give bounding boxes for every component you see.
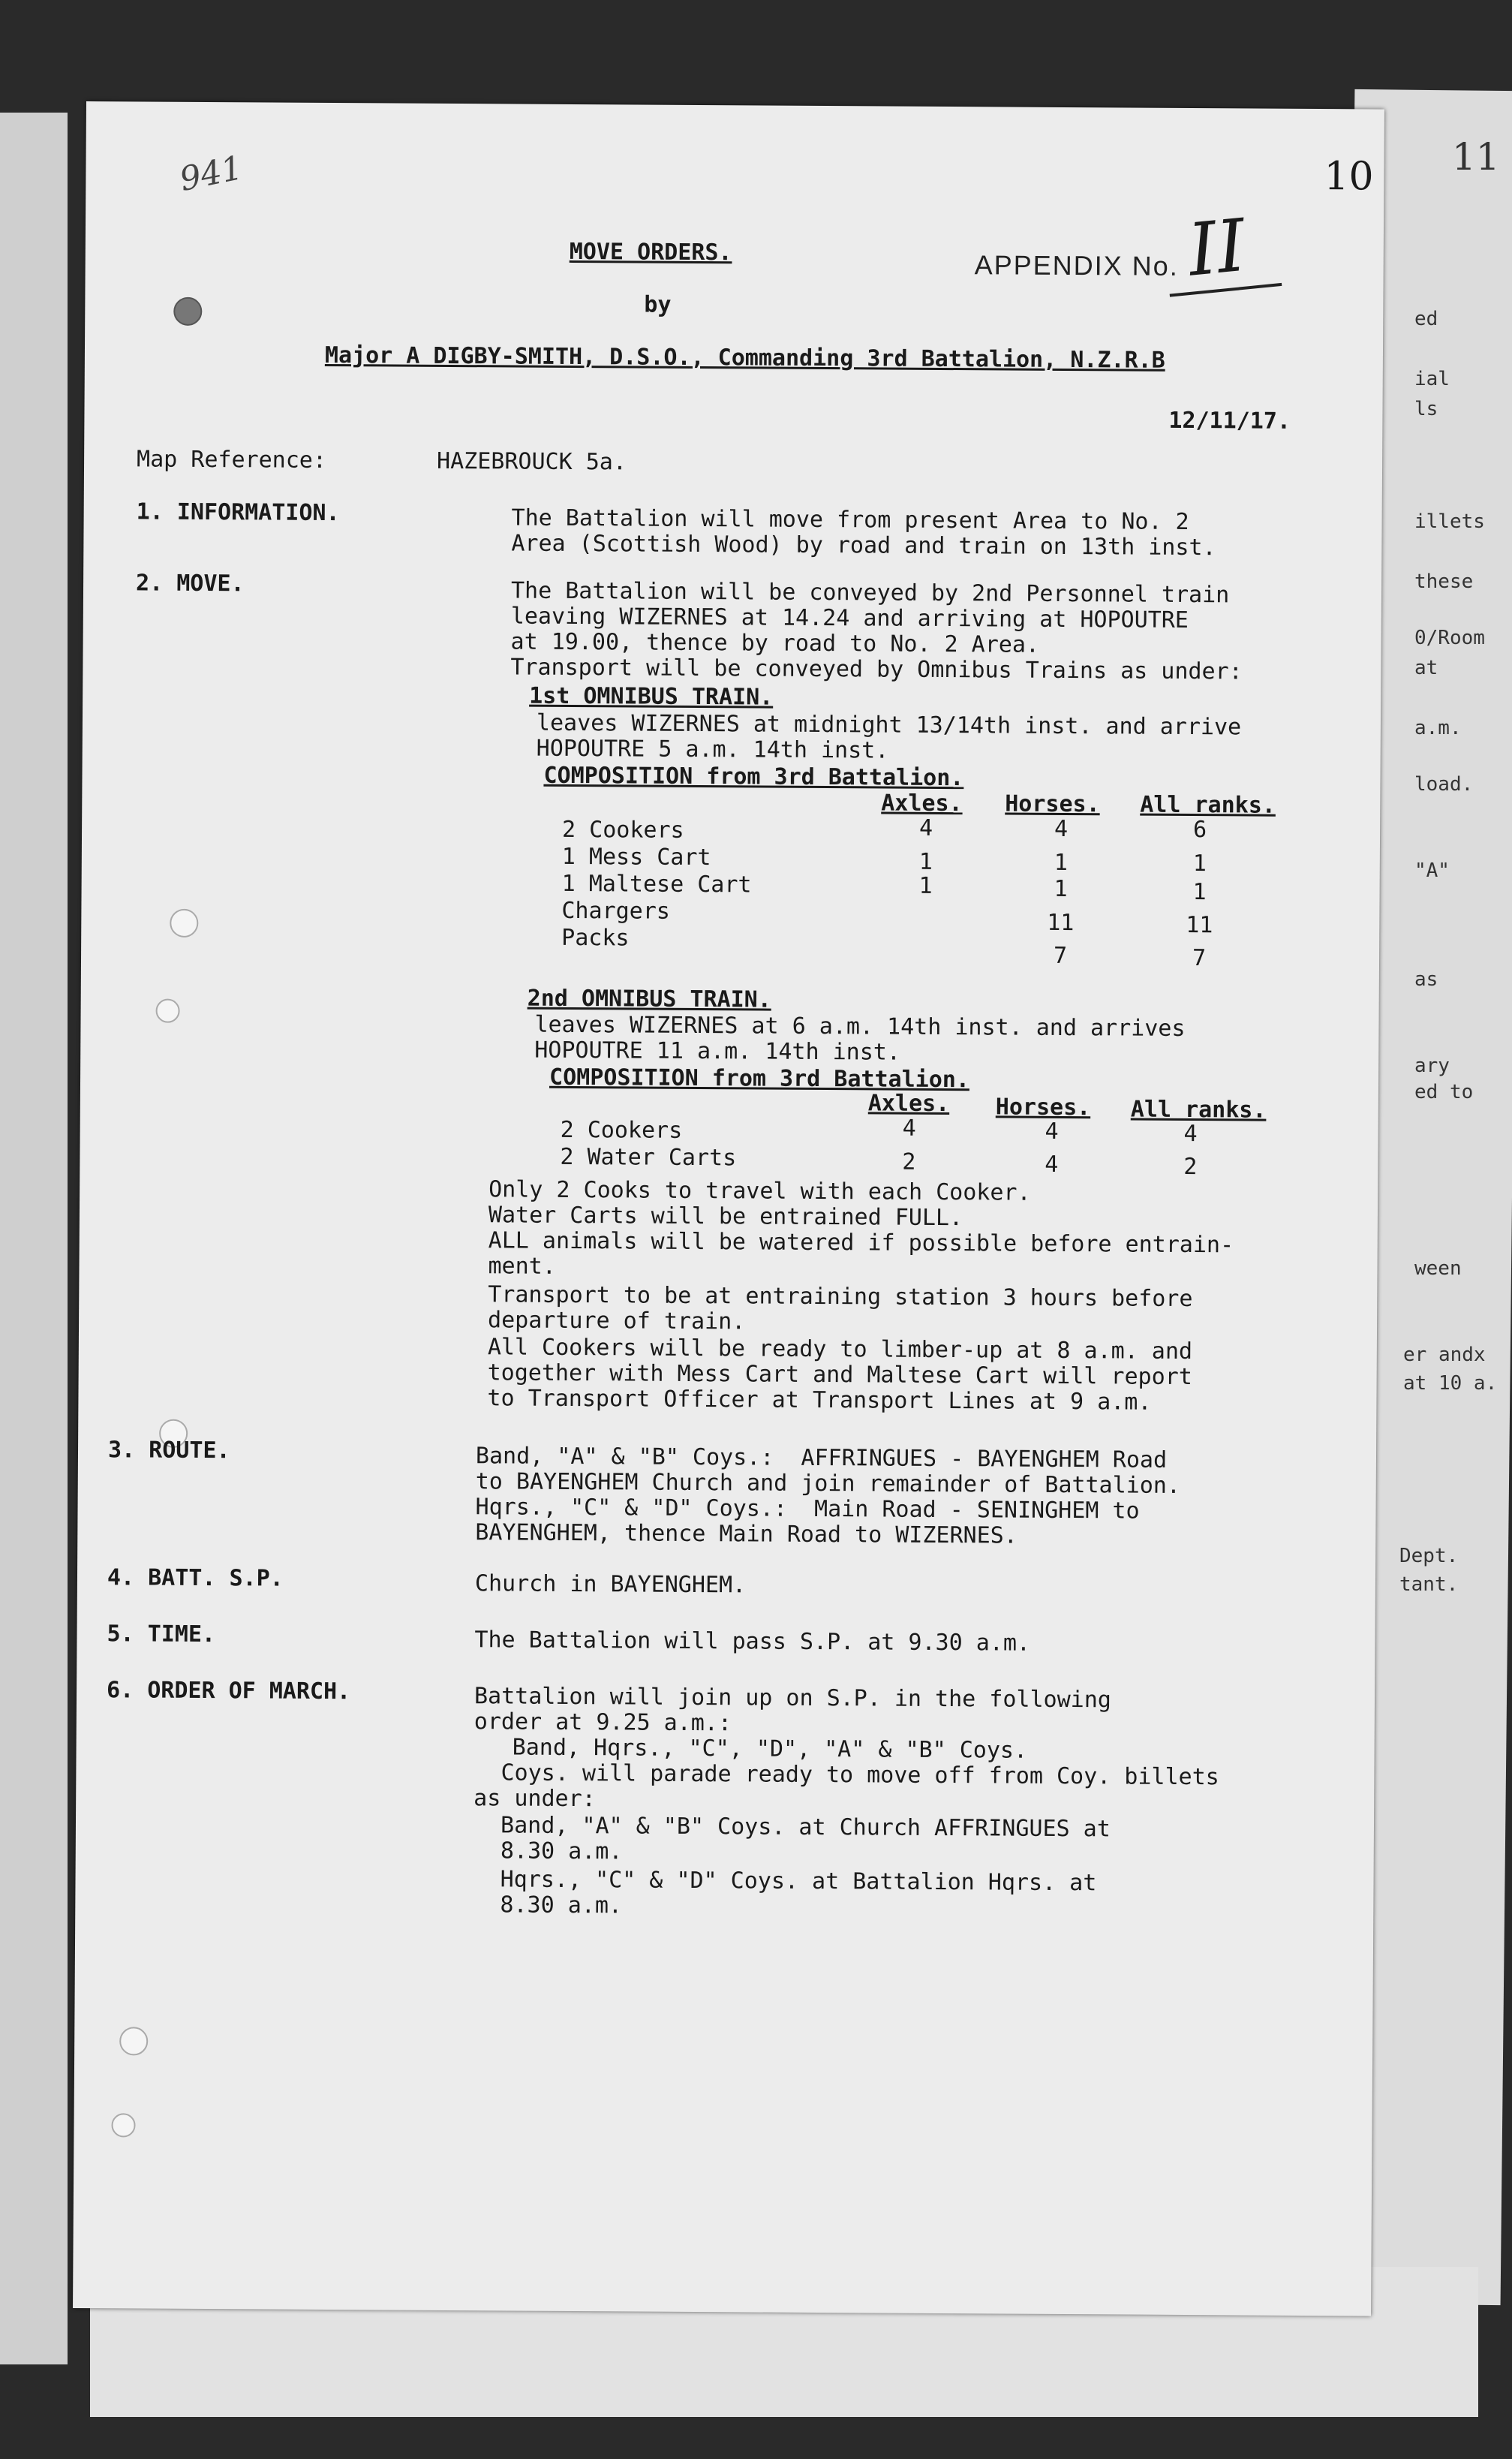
train1-row-ranks: 11 <box>1186 911 1213 939</box>
train1-row-horses: 1 <box>1054 875 1068 903</box>
move-note: ment. <box>488 1253 556 1280</box>
route-line: BAYENGHEM, thence Main Road to WIZERNES. <box>475 1519 1018 1549</box>
train1-row-horses: 4 <box>1054 815 1069 843</box>
move-note: Transport to be at entraining station 3 hours before <box>488 1281 1193 1313</box>
margin-fragment: tant. <box>1399 1573 1459 1596</box>
train2-heading: 2nd OMNIBUS TRAIN. <box>527 985 771 1013</box>
move-note: together with Mess Cart and Maltese Cart will report <box>487 1359 1192 1391</box>
move-note: departure of train. <box>487 1307 746 1335</box>
appendix-label: APPENDIX No. <box>974 249 1179 281</box>
archive-number: 941 <box>176 149 246 199</box>
margin-fragment: these <box>1414 570 1474 593</box>
section-label-route: 3. ROUTE. <box>107 1437 230 1464</box>
margin-fragment: ed <box>1414 308 1438 330</box>
train2-line: HOPOUTRE 11 a.m. 14th inst. <box>534 1037 901 1066</box>
order-line: Band, "A" & "B" Coys. at Church AFFRINGUES at <box>473 1812 1111 1843</box>
section-label-information: 1. INFORMATION. <box>136 498 340 527</box>
order-line: Hqrs., "C" & "D" Coys. at Battalion Hqrs. at <box>473 1866 1097 1897</box>
document-date: 12/11/17. <box>1168 407 1291 435</box>
move-note: ALL animals will be watered if possible before entrain- <box>488 1227 1234 1259</box>
train1-heading: 1st OMNIBUS TRAIN. <box>529 682 774 711</box>
time-line: The Battalion will pass S.P. at 9.30 a.m. <box>474 1627 1031 1657</box>
section-label-time: 5. TIME. <box>107 1621 216 1648</box>
train2-row-axles: 2 <box>902 1148 916 1175</box>
punch-hole <box>119 2027 148 2055</box>
train1-row-item: Chargers <box>561 897 671 925</box>
train2-row-ranks: 2 <box>1183 1153 1198 1181</box>
train2-header-horses: Horses. <box>995 1094 1091 1121</box>
train2-row-axles: 4 <box>902 1115 916 1142</box>
train2-row-ranks: 4 <box>1183 1120 1198 1148</box>
train1-row-axles: 1 <box>918 872 933 899</box>
train2-row-horses: 4 <box>1045 1118 1059 1145</box>
route-line: Hqrs., "C" & "D" Coys.: Main Road - SENINGHEM to <box>475 1494 1140 1524</box>
train1-composition: COMPOSITION from 3rd Battalion. <box>543 762 964 792</box>
margin-fragment: ls <box>1414 398 1438 420</box>
margin-fragment: ary <box>1414 1055 1450 1077</box>
appendix-number: II <box>1184 203 1250 293</box>
train1-row-horses: 11 <box>1047 909 1075 937</box>
margin-fragment: "A" <box>1414 859 1450 882</box>
train1-row-ranks: 1 <box>1192 850 1207 877</box>
margin-fragment: 0/Room <box>1414 627 1485 649</box>
author-line: Major A DIGBY-SMITH, D.S.O., Commanding 3rd Battalion, N.Z.R.B <box>324 342 1165 374</box>
train1-row-axles: 4 <box>918 814 933 841</box>
batt-sp-line: Church in BAYENGHEM. <box>474 1570 747 1599</box>
train2-header-axles: Axles. <box>867 1090 950 1118</box>
train2-row-item: 2 Cookers <box>560 1116 683 1144</box>
train1-row-item: 2 Cookers <box>561 816 684 844</box>
margin-fragment: ween <box>1414 1257 1462 1280</box>
train1-header-ranks: All ranks. <box>1140 791 1276 819</box>
page-number: 10 <box>1324 154 1374 200</box>
move-note: Water Carts will be entrained FULL. <box>488 1202 963 1232</box>
map-reference-value: HAZEBROUCK 5a. <box>436 447 627 476</box>
order-line: 8.30 a.m. <box>473 1892 623 1919</box>
margin-fragment: illets <box>1414 510 1485 533</box>
train1-line: HOPOUTRE 5 a.m. 14th inst. <box>536 735 889 764</box>
adjacent-page-number: 11 <box>1452 135 1500 179</box>
punch-hole <box>170 909 198 938</box>
train1-row-horses: 7 <box>1053 942 1068 970</box>
route-line: to BAYENGHEM Church and join remainder of Battalion. <box>475 1468 1181 1499</box>
train1-row-axles: 1 <box>918 848 933 875</box>
margin-fragment: ial <box>1414 368 1450 390</box>
train2-composition: COMPOSITION from 3rd Battalion. <box>549 1064 970 1094</box>
train2-row-item: 2 Water Carts <box>560 1143 737 1172</box>
train1-line: leaves WIZERNES at midnight 13/14th inst. and arrive <box>536 709 1242 741</box>
information-line: Area (Scottish Wood) by road and train on 13th inst. <box>511 530 1216 561</box>
order-line: Band, Hqrs., "C", "D", "A" & "B" Coys. <box>485 1734 1028 1764</box>
train1-row-horses: 1 <box>1054 849 1068 877</box>
order-line: Coys. will parade ready to move off from Coy. billets <box>473 1759 1219 1791</box>
train1-row-item: 1 Maltese Cart <box>561 870 752 898</box>
margin-fragment: at <box>1414 657 1438 679</box>
move-note: All Cookers will be ready to limber-up at 8 a.m. and <box>487 1334 1193 1365</box>
margin-fragment: Dept. <box>1399 1545 1459 1567</box>
margin-fragment: ed to <box>1414 1081 1474 1103</box>
margin-fragment: a.m. <box>1414 717 1462 739</box>
document-title: MOVE ORDERS. <box>569 238 732 266</box>
margin-fragment: as <box>1414 968 1438 991</box>
by-line: by <box>644 291 672 318</box>
section-label-batt-sp: 4. BATT. S.P. <box>107 1564 284 1592</box>
route-line: Band, "A" & "B" Coys.: AFFRINGUES - BAYENGHEM Road <box>475 1443 1168 1473</box>
move-line: The Battalion will be conveyed by 2nd Personnel train <box>510 577 1230 609</box>
margin-fragment: at 10 a. <box>1403 1372 1498 1395</box>
order-line: 8.30 a.m. <box>473 1837 623 1865</box>
punch-hole <box>156 999 180 1023</box>
move-line: at 19.00, thence by road to No. 2 Area. <box>510 628 1040 658</box>
section-label-order-of-march: 6. ORDER OF MARCH. <box>106 1677 351 1705</box>
background-sheet-left <box>0 113 68 2364</box>
map-reference-label: Map Reference: <box>136 446 327 474</box>
move-line: leaving WIZERNES at 14.24 and arriving at HOPOUTRE <box>510 603 1189 634</box>
margin-fragment: er andx <box>1403 1344 1486 1366</box>
punch-hole <box>173 297 202 326</box>
train1-row-ranks: 7 <box>1192 945 1207 972</box>
train1-row-ranks: 1 <box>1192 879 1207 906</box>
train2-header-ranks: All ranks. <box>1130 1096 1267 1124</box>
train1-row-item: Packs <box>561 924 630 952</box>
train2-row-horses: 4 <box>1045 1151 1059 1178</box>
document-page <box>73 101 1384 2316</box>
train2-line: leaves WIZERNES at 6 a.m. 14th inst. and arrives <box>534 1011 1186 1042</box>
train1-row-ranks: 6 <box>1192 817 1207 844</box>
train1-row-item: 1 Mess Cart <box>561 843 711 871</box>
train1-header-axles: Axles. <box>881 790 963 817</box>
margin-fragment: load. <box>1414 773 1474 796</box>
punch-hole <box>111 2113 135 2137</box>
move-line: Transport will be conveyed by Omnibus Trains as under: <box>510 654 1243 685</box>
section-label-move: 2. MOVE. <box>135 570 245 597</box>
information-line: The Battalion will move from present Area to No. 2 <box>511 504 1189 535</box>
order-line: Battalion will join up on S.P. in the following <box>473 1683 1112 1714</box>
train1-header-horses: Horses. <box>1005 790 1100 818</box>
move-note: Only 2 Cooks to travel with each Cooker. <box>488 1176 1031 1206</box>
order-line: as under: <box>473 1785 596 1813</box>
move-note: to Transport Officer at Transport Lines at 9 a.m. <box>487 1385 1152 1416</box>
order-line: order at 9.25 a.m.: <box>473 1708 732 1737</box>
